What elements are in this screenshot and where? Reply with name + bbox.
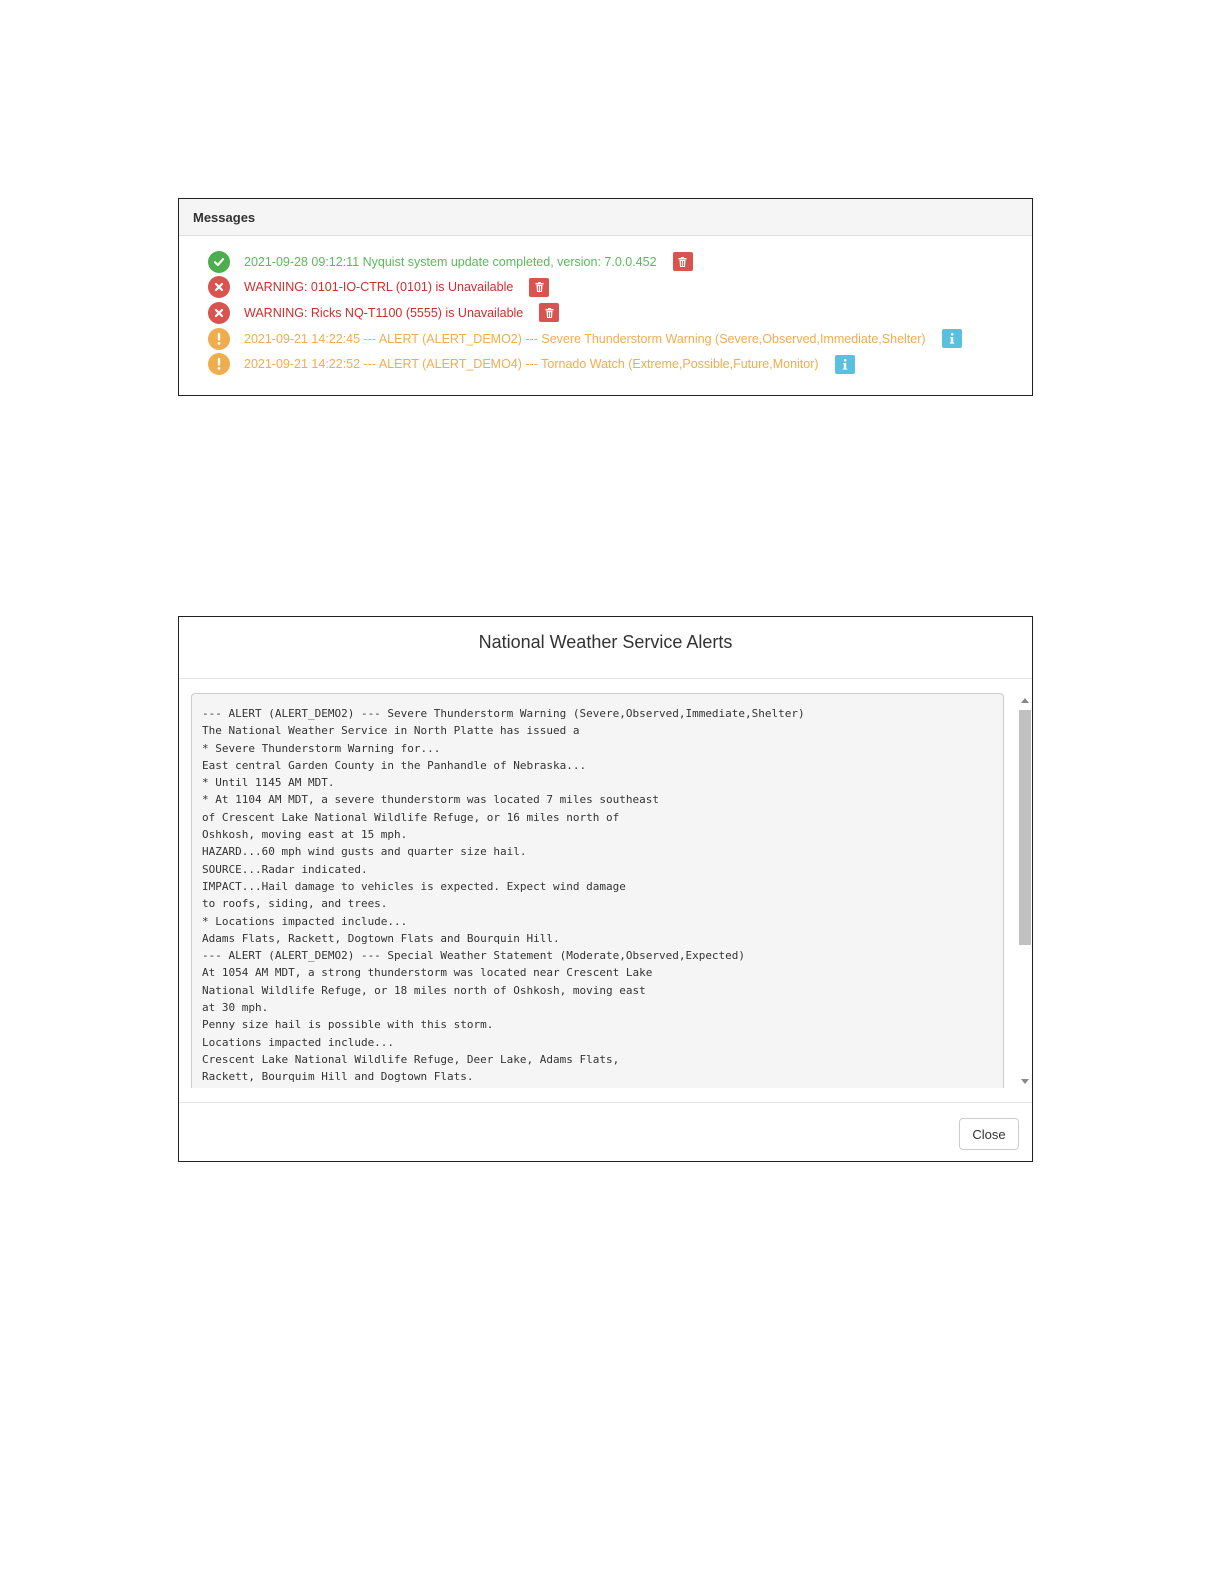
messages-panel-title: Messages [179,199,1032,236]
alert-text-line: IMPACT...Hail damage to vehicles is expected. Expect wind damage [202,879,626,893]
alert-text-line: to roofs, siding, and trees. [202,897,388,911]
message-item [208,351,1032,377]
alert-text-box[interactable] [191,693,1004,1088]
scroll-down-icon[interactable] [1021,1079,1029,1084]
alert-text-line: The National Weather Service in North Platte has issued a [202,724,580,738]
alert-text-line: HAZARD...60 mph wind gusts and quarter size hail. [202,845,527,859]
alert-text-line: * Until 1145 AM MDT. [202,776,335,790]
exclamation-icon [208,328,230,350]
alert-text-line: Rackett, Bourquim Hill and Dogtown Flats. [202,1070,474,1084]
exclamation-icon [208,353,230,375]
check-icon [208,251,230,273]
message-item [208,275,1032,301]
message-text: 2021-09-21 14:22:52 --- ALERT (ALERT_DEMO4) --- Tornado Watch (Extreme,Possible,Future,Monitor) [244,357,819,372]
alert-text-line: At 1054 AM MDT, a strong thunderstorm was located near Crescent Lake [202,966,653,980]
alert-text-line: Oshkosh, moving east at 15 mph. [202,828,408,842]
message-text: WARNING: Ricks NQ-T1100 (5555) is Unavailable [244,305,524,320]
alert-text-line: East central Garden County in the Panhandle of Nebraska... [202,758,587,772]
alert-text-line: Adams Flats, Rackett, Dogtown Flats and Bourquin Hill. [202,931,560,945]
info-message-button[interactable] [835,355,855,374]
alert-text-line: at 30 mph. [202,1001,269,1015]
alert-text-line: Penny size hail is possible with this storm. [202,1018,494,1032]
message-text: 2021-09-28 09:12:11 Nyquist system update completed, version: 7.0.0.452 [244,254,657,269]
alert-text-line: * Locations impacted include... [202,914,408,928]
alert-text-line: Locations impacted include... [202,1035,395,1049]
delete-message-button[interactable] [673,252,693,271]
alert-text-line: * Severe Thunderstorm Warning for... [202,741,441,755]
trash-icon [535,282,544,292]
modal-title: National Weather Service Alerts [179,617,1032,679]
trash-icon [678,257,687,267]
modal-body [179,679,1032,1102]
info-message-button[interactable] [942,329,962,348]
alert-text-line: National Wildlife Refuge, or 18 miles north of Oshkosh, moving east [202,983,646,997]
message-text: 2021-09-21 14:22:45 --- ALERT (ALERT_DEMO2) --- Severe Thunderstorm Warning (Severe,Observed,Immediate,Shelter) [244,331,926,346]
alert-text-line: --- ALERT (ALERT_DEMO2) --- Special Weather Statement (Moderate,Observed,Expected) [202,949,746,963]
messages-list [179,236,1032,377]
message-text: WARNING: 0101-IO-CTRL (0101) is Unavailable [244,280,514,295]
delete-message-button[interactable] [539,303,559,322]
message-item [208,300,1032,326]
x-icon [208,302,230,324]
info-icon [949,333,955,344]
scroll-up-icon[interactable] [1021,698,1029,703]
alert-text-line: Crescent Lake National Wildlife Refuge, Deer Lake, Adams Flats, [202,1052,620,1066]
alert-text-line: * At 1104 AM MDT, a severe thunderstorm was located 7 miles southeast [202,793,659,807]
modal-footer [179,1102,1032,1161]
delete-message-button[interactable] [529,278,549,297]
nws-alerts-modal [178,616,1033,1162]
alert-text-line: --- ALERT (ALERT_DEMO2) --- Severe Thunderstorm Warning (Severe,Observed,Immediate,Shelter) [202,707,805,720]
scrollbar[interactable] [1018,693,1032,1087]
messages-panel [178,198,1033,396]
alert-text-line: of Crescent Lake National Wildlife Refuge, or 16 miles north of [202,810,620,824]
message-item [208,326,1032,352]
close-button[interactable]: Close [959,1118,1019,1150]
trash-icon [545,308,554,318]
x-icon [208,276,230,298]
scroll-thumb[interactable] [1019,710,1031,945]
message-item [208,249,1032,275]
info-icon [842,359,848,370]
alert-text-line: SOURCE...Radar indicated. [202,862,368,876]
